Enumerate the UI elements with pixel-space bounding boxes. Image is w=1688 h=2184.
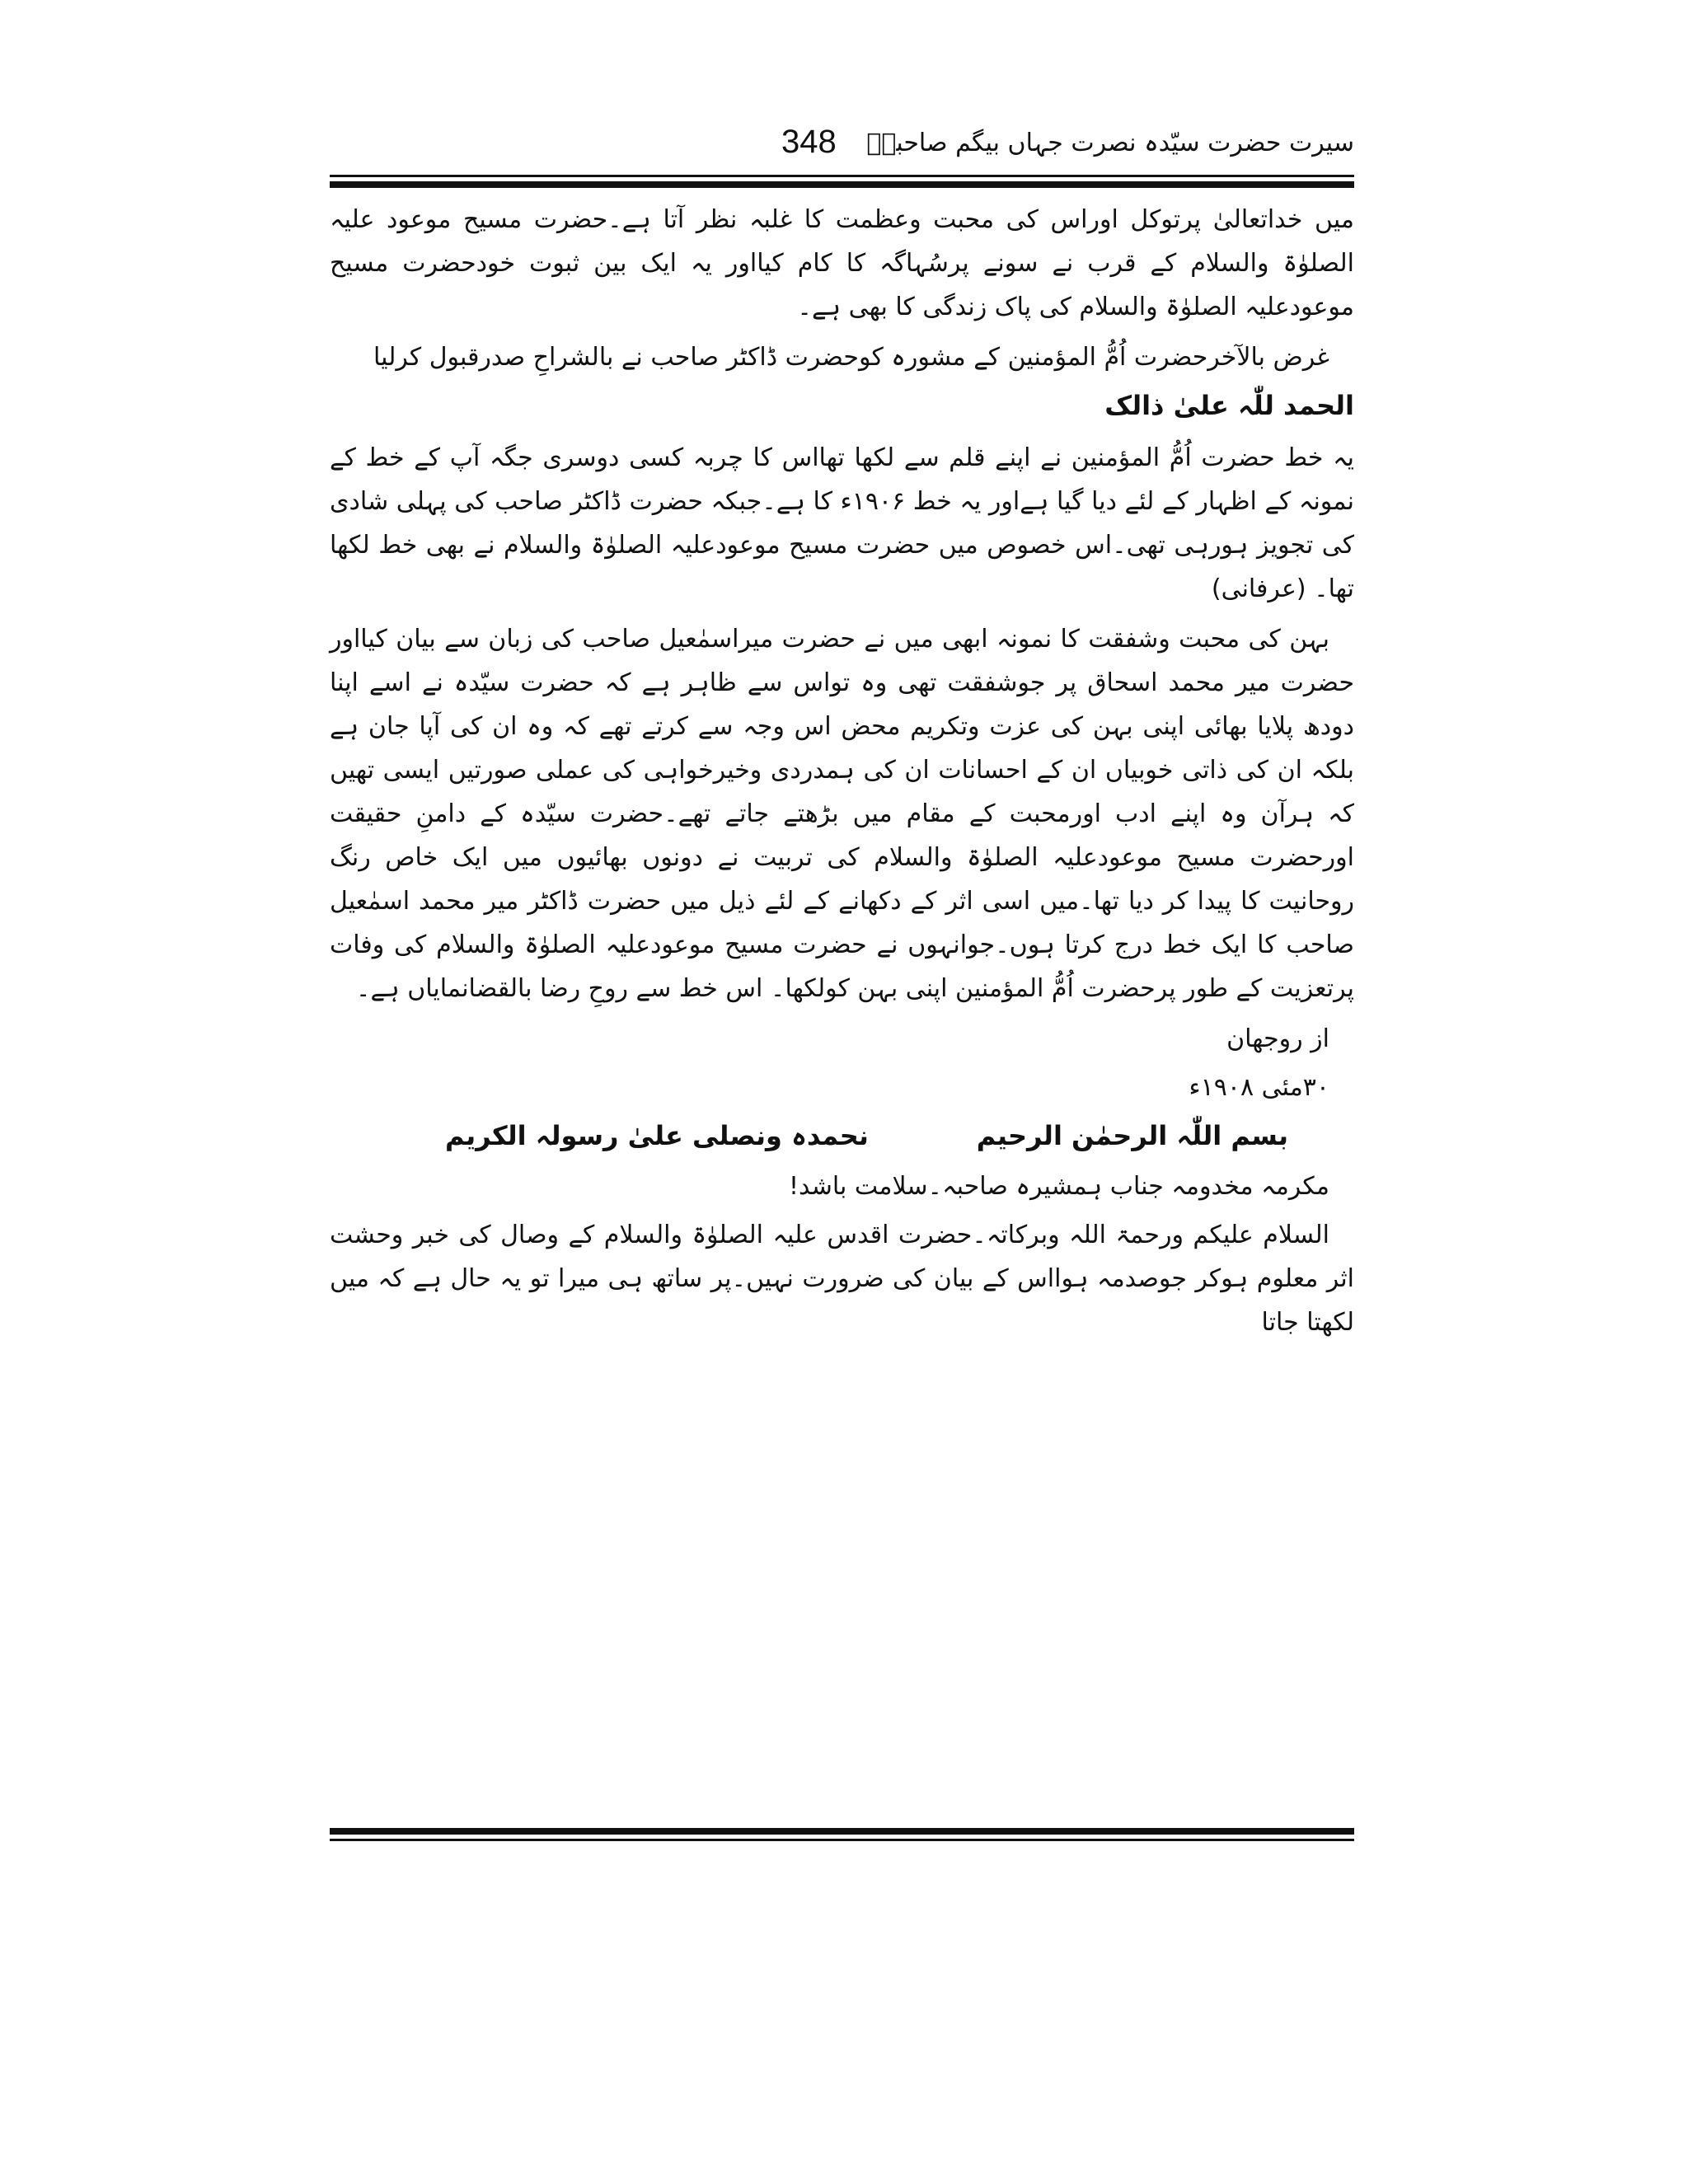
letter-salutation: مکرمہ مخدومہ جناب ہمشیرہ صاحبہ۔سلامت باشد! [788, 1172, 1329, 1201]
header-rule [330, 175, 1354, 188]
page-number: 348 [781, 124, 837, 160]
paragraph: میں خداتعالیٰ پرتوکل اوراس کی محبت وعظمت کا غلبہ نظر آتا ہے۔حضرت مسیح موعود علیہ الصلوٰۃ والسلام کے قرب نے سونے پرسُہاگہ کا کام کیااور یہ ایک بین ثبوت خودحضرت مسیح موعودعلیہ الصلوٰۃ والسلام کی پاک زندگی کا بھی ہے۔ [330, 205, 1354, 321]
doxology-line: الحمد للّٰہ علیٰ ذالک [1104, 390, 1354, 421]
letter-origin: از روجھان [1226, 1024, 1329, 1053]
paragraph: یہ خط حضرت اُمُّ المؤمنین نے اپنے قلم سے لکھا تھااس کا چربہ کسی دوسری جگہ آپ کے خط کے نمونہ کے اظہار کے لئے دیا گیا ہےاور یہ خط ۱۹۰۶ء کا ہے۔جبکہ حضرت ڈاکٹر صاحب کی پہلی شادی کی تجویز ہورہی تھی۔اس خصوص میں حضرت مسیح موعودعلیہ الصلوٰۃ والسلام نے بھی خط لکھا تھا۔ (عرفانی) [330, 443, 1354, 603]
running-title: سیرت حضرت سیّدہ نصرت جہاں بیگم صاحبہؓ [866, 129, 1354, 157]
bismillah-row [330, 1114, 1354, 1158]
page-body [330, 198, 1354, 1351]
footer-rule [330, 1828, 1354, 1841]
paragraph: السلام علیکم ورحمۃ اللہ وبرکاتہ۔حضرت اقدس علیہ الصلوٰۃ والسلام کے وصال کی خبر وحشت اثر معلوم ہوکر جوصدمہ ہوااس کے بیان کی ضرورت نہیں۔پر ساتھ ہی میرا تو یہ حال ہے کہ میں لکھتا جاتا [330, 1221, 1354, 1337]
page-header [330, 124, 1354, 173]
letter-date: ۳۰مئی ۱۹۰۸ء [1189, 1073, 1329, 1102]
bismillah-text: بسم اللّٰہ الرحمٰن الرحیم [976, 1120, 1288, 1151]
paragraph: غرض بالآخرحضرت اُمُّ المؤمنین کے مشورہ کوحضرت ڈاکٹر صاحب نے بالشراحِ صدرقبول کرلیا [373, 343, 1329, 372]
paragraph: بہن کی محبت وشفقت کا نمونہ ابھی میں نے حضرت میراسمٰعیل صاحب کی زبان سے بیان کیااور حضرت میر محمد اسحاق پر جوشفقت تھی وہ تواس سے ظاہر ہے کہ حضرت سیّدہ نے اسے اپنا دودھ پلایا بھائی اپنی بہن کی عزت وتکریم محض اس وجہ سے کرتے تھے کہ وہ ان کی آپا جان ہے بلکہ ان کی ذاتی خوبیاں ان کے احسانات ان کی ہمدردی وخیرخواہی کی عملی صورتیں ایسی تھیں کہ ہرآن وہ اپنے ادب اورمحبت کے مقام میں بڑھتے جاتے تھے۔حضرت سیّدہ کے دامنِ حقیقت اورحضرت مسیح موعودعلیہ الصلوٰۃ والسلام کی تربیت نے دونوں بھائیوں میں ایک خاص رنگ روحانیت کا پیدا کر دیا تھا۔میں اسی اثر کے دکھانے کے لئے ذیل میں حضرت ڈاکٹر میر محمد اسمٰعیل صاحب کا ایک خط درج کرتا ہوں۔جوانہوں نے حضرت مسیح موعودعلیہ الصلوٰۃ والسلام کی وفات پرتعزیت کے طور پرحضرت اُمُّ المؤمنین اپنی بہن کولکھا۔ اس خط سے روحِ رضا بالقضانمایاں ہے۔ [330, 625, 1354, 1003]
benediction-text: نحمدہ ونصلی علیٰ رسولہ الکریم [445, 1120, 869, 1151]
